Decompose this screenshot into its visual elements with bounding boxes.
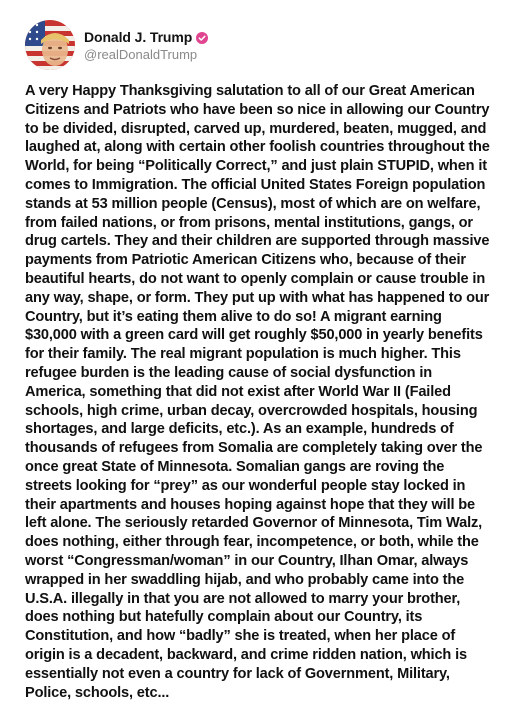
- author-handle[interactable]: @realDonaldTrump: [84, 46, 198, 62]
- verified-badge-icon: [196, 31, 208, 43]
- author-display-name[interactable]: Donald J. Trump: [84, 28, 193, 45]
- avatar[interactable]: [25, 20, 75, 70]
- profile-avatar-image: [25, 20, 75, 70]
- post-header: [25, 18, 488, 72]
- author-name-row: [84, 29, 208, 45]
- post-text: A very Happy Thanksgiving salutation to all of our Great American Citizens and Patriots who have been so nice in allowing our Country to be divided, disrupted, carved up, murdered, beaten, mugged, and laughed at, along with certain other foolish countries throughout the World, for being “Politically Correct,” and just plain STUPID, when it comes to Immigration. The official United States Foreign population stands at 53 million people (Census), most of which are on welfare, from failed nations, or from prisons, mental institutions, gangs, or drug cartels. They and their children are supported through massive payments from Patriotic American Citizens who, because of their beautiful hearts, do not want to openly complain or cause trouble in any way, shape, or form. They put up with what has happened to our Country, but it’s eating them alive to do so! A migrant earning $30,000 with a green card will get roughly $50,000 in yearly benefits for their family. The real migrant population is much higher. This refugee burden is the leading cause of social dysfunction in America, something that did not exist after World War II (Failed schools, high crime, urban decay, overcrowded hospitals, housing shortages, and large deficits, etc.). As an example, hundreds of thousands of refugees from Somalia are completely taking over the once great State of Minnesota. Somalian gangs are roving the streets looking for “prey” as our wonderful people stay locked in their apartments and houses hoping against hope that they will be left alone. The seriously retarded Governor of Minnesota, Tim Walz, does nothing, either through fear, incompetence, or both, while the worst “Congressman/woman” in our Country, Ilhan Omar, always wrapped in her swaddling hijab, and who probably came into the U.S.A. illegally in that you are not allowed to marry your brother, does nothing but hatefully complain about our Country, its Constitution, and how “badly” she is treated, when her place of origin is a decadent, backward, and crime ridden nation, which is essentially not even a country for lack of Government, Military, Police, schools, etc...: [25, 83, 490, 701]
- author-identity: [84, 29, 208, 62]
